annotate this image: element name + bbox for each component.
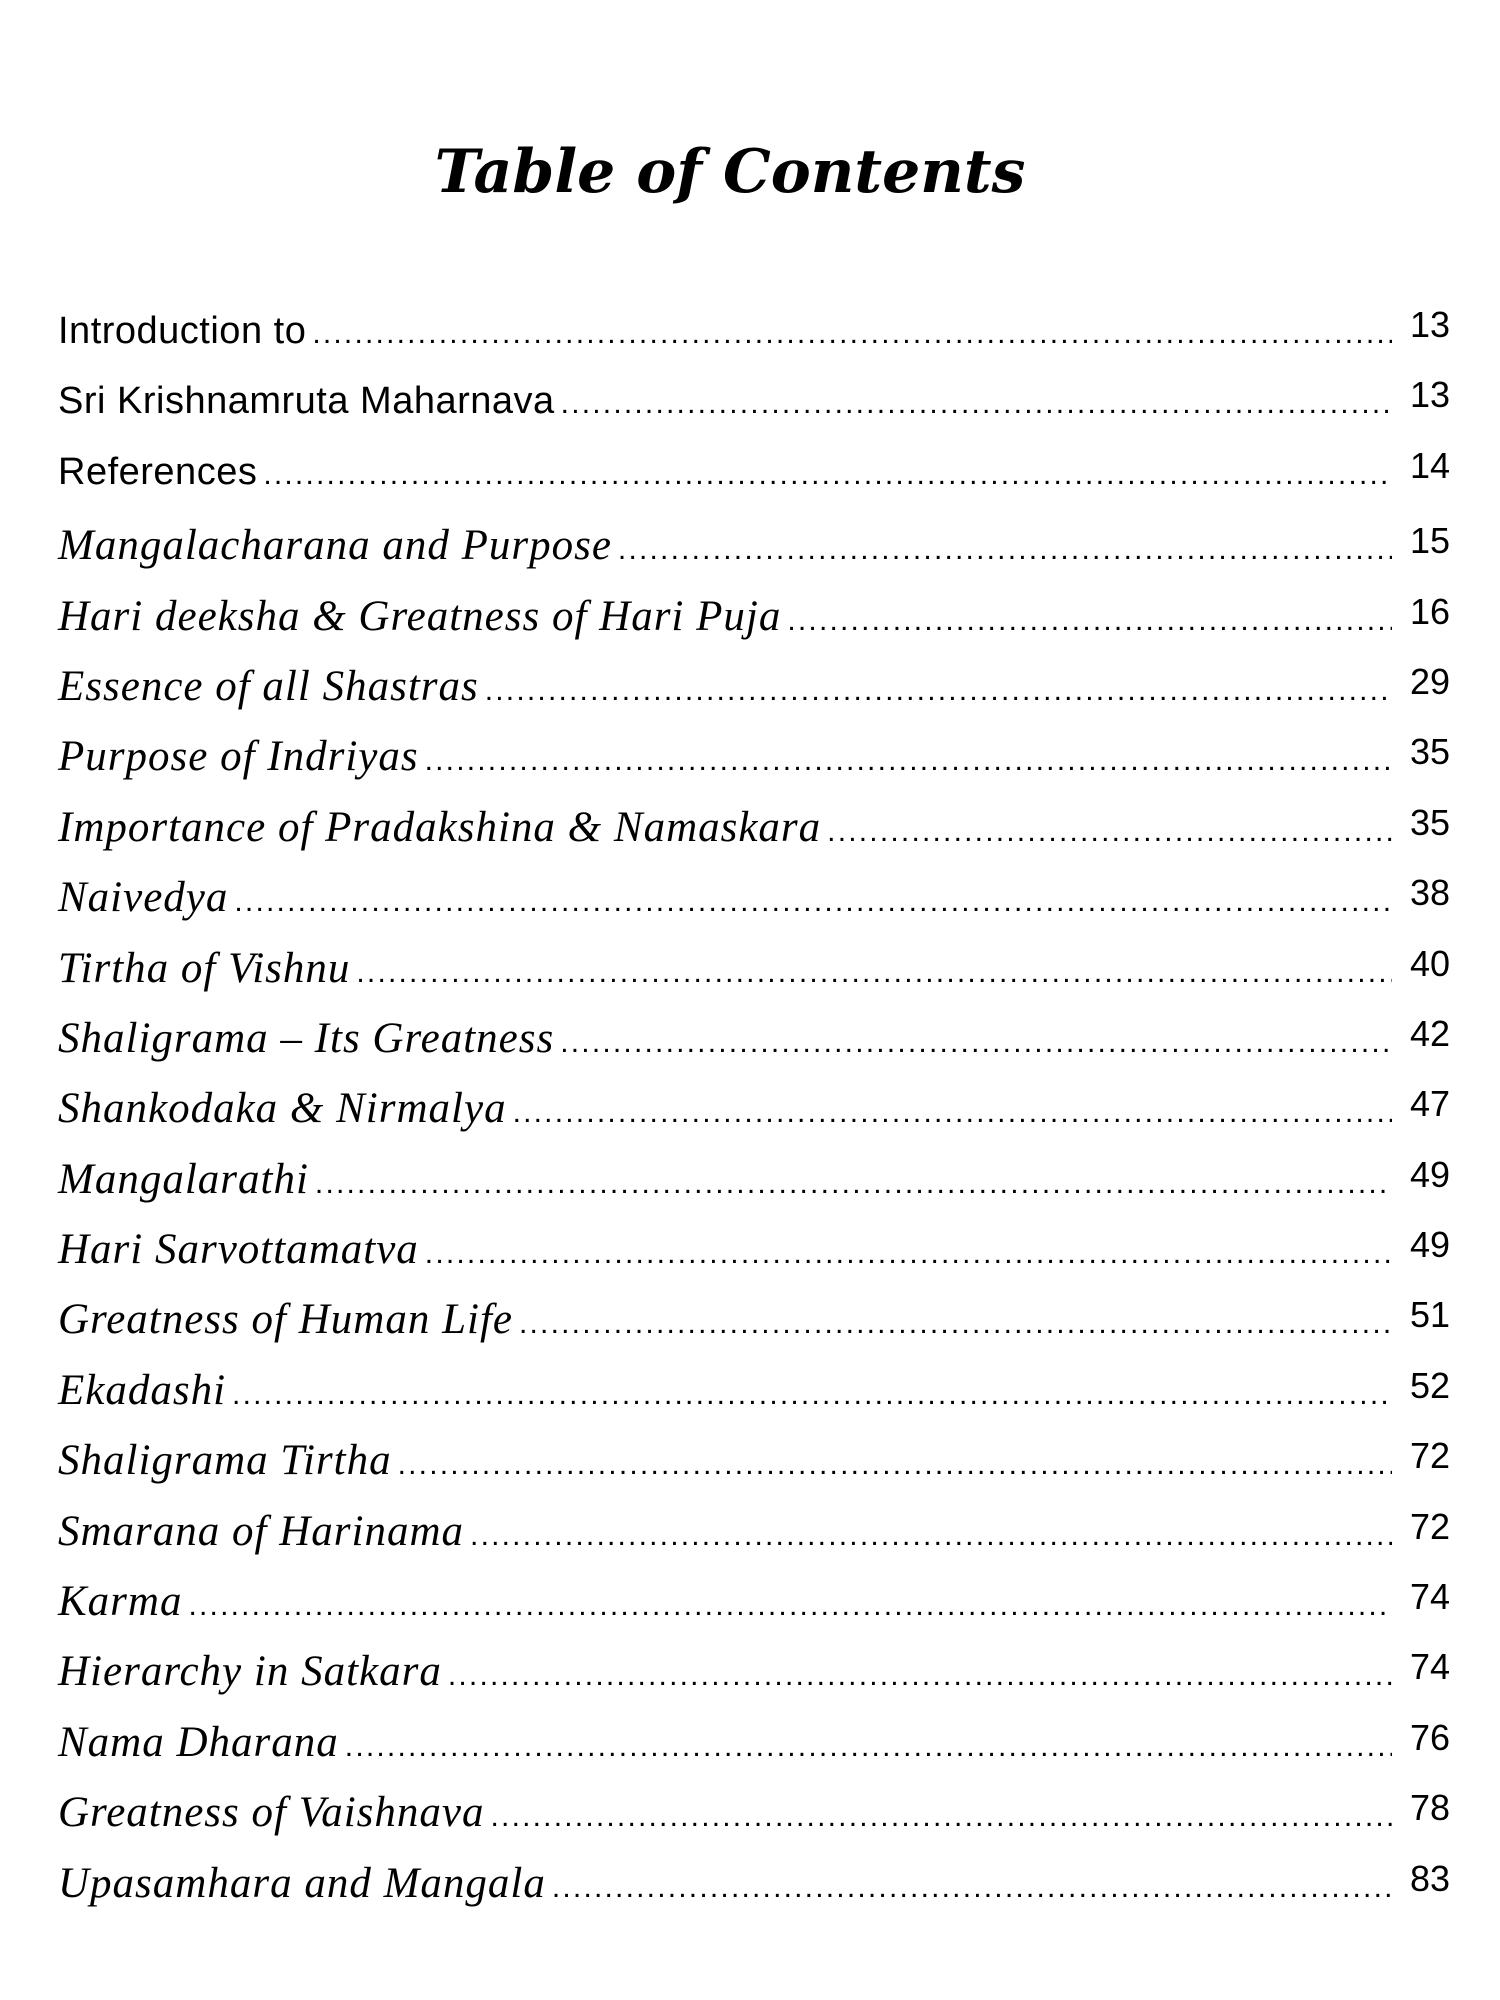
toc-entry-title: Essence of all Shastras — [58, 662, 479, 710]
toc-entry-page: 35 — [1409, 801, 1450, 843]
toc-entry[interactable] — [58, 1366, 1450, 1436]
dot-leader — [519, 1309, 1392, 1339]
toc-entry-title: References — [58, 450, 258, 493]
dot-leader — [491, 1802, 1393, 1832]
toc-entry-title: Ekadashi — [58, 1366, 227, 1414]
toc-entry[interactable] — [58, 1577, 1450, 1647]
toc-entry-page: 47 — [1409, 1083, 1450, 1125]
toc-entry[interactable] — [58, 732, 1450, 802]
dot-leader — [552, 1873, 1392, 1903]
toc-entry[interactable] — [58, 444, 1450, 521]
toc-entry-title: Mangalacharana and Purpose — [58, 522, 612, 570]
toc-entry-page: 83 — [1409, 1857, 1450, 1899]
toc-entry-page: 72 — [1409, 1505, 1450, 1547]
toc-entry[interactable] — [58, 592, 1450, 662]
toc-entry[interactable] — [58, 1225, 1450, 1295]
toc-entry[interactable] — [58, 374, 1450, 450]
toc-entry[interactable] — [58, 1155, 1450, 1225]
dot-leader — [263, 460, 1392, 490]
dot-leader — [787, 606, 1392, 636]
toc-entry[interactable] — [58, 1436, 1450, 1506]
toc-entry-title: Shaligrama – Its Greatness — [58, 1014, 555, 1062]
toc-entry-title: Introduction to — [58, 310, 307, 352]
toc-entry-page: 35 — [1409, 731, 1450, 773]
toc-entry[interactable] — [58, 1788, 1450, 1858]
toc-entry-title: Hierarchy in Satkara — [58, 1648, 442, 1696]
toc-entry-title: Greatness of Vaishnava — [58, 1789, 485, 1837]
toc-entry-title: Shaligrama Tirtha — [58, 1437, 392, 1485]
dot-leader — [561, 389, 1392, 419]
dot-leader — [425, 746, 1392, 776]
toc-entry-title: Hari Sarvottamatva — [58, 1226, 419, 1274]
toc-entry-page: 49 — [1409, 1224, 1450, 1266]
toc-entry[interactable] — [58, 1859, 1450, 1929]
toc-entry-title: Mangalarathi — [58, 1155, 309, 1203]
dot-leader — [425, 1239, 1392, 1269]
toc-entry[interactable] — [58, 1014, 1450, 1084]
toc-entry[interactable] — [58, 873, 1450, 943]
toc-entry[interactable] — [58, 662, 1450, 732]
toc-entry[interactable] — [58, 1295, 1450, 1365]
dot-leader — [618, 535, 1392, 565]
toc-entry-title: Importance of Pradakshina & Namaskara — [58, 803, 822, 851]
dot-leader — [356, 958, 1392, 988]
toc-entry[interactable] — [58, 304, 1450, 380]
toc-entry[interactable] — [58, 803, 1450, 873]
toc-entry[interactable] — [58, 944, 1450, 1014]
toc-entry-page: 42 — [1409, 1012, 1450, 1054]
toc-entry-page: 49 — [1409, 1153, 1450, 1195]
toc-entry-title: Greatness of Human Life — [58, 1296, 513, 1344]
toc-entry-page: 72 — [1409, 1435, 1450, 1477]
toc-entry-page: 38 — [1409, 872, 1450, 914]
dot-leader — [485, 676, 1392, 706]
toc-entry-title: Naivedya — [58, 874, 229, 922]
toc-entry-page: 13 — [1409, 304, 1450, 345]
toc-entry-title: Nama Dharana — [58, 1718, 339, 1766]
dot-leader — [513, 1098, 1392, 1128]
toc-entry-title: Smarana of Harinama — [58, 1507, 465, 1555]
toc-entry-page: 74 — [1409, 1576, 1450, 1618]
toc-entry[interactable] — [58, 1647, 1450, 1717]
dot-leader — [470, 1521, 1392, 1551]
dot-leader — [448, 1661, 1392, 1691]
table-of-contents — [58, 304, 1450, 1929]
dot-leader — [345, 1732, 1392, 1762]
toc-entry-page: 14 — [1409, 444, 1450, 486]
toc-entry-page: 74 — [1409, 1646, 1450, 1688]
dot-leader — [398, 1450, 1392, 1480]
toc-entry[interactable] — [58, 1084, 1450, 1154]
toc-entry-page: 78 — [1409, 1787, 1450, 1829]
toc-entry-page: 16 — [1409, 590, 1450, 632]
toc-entry-page: 40 — [1409, 942, 1450, 984]
toc-entry-page: 15 — [1409, 520, 1450, 562]
toc-entry-page: 13 — [1409, 374, 1450, 416]
toc-entry[interactable] — [58, 1507, 1450, 1577]
page-title: Table of Contents — [434, 137, 1026, 207]
toc-entry[interactable] — [58, 521, 1450, 591]
toc-entry-page: 76 — [1409, 1716, 1450, 1758]
dot-leader — [312, 319, 1392, 349]
toc-entry-title: Sri Krishnamruta Maharnava — [58, 380, 555, 423]
toc-entry-title: Tirtha of Vishnu — [58, 944, 351, 992]
dot-leader — [232, 1380, 1392, 1410]
toc-entry-page: 51 — [1409, 1294, 1450, 1336]
toc-entry-title: Hari deeksha & Greatness of Hari Puja — [58, 592, 782, 640]
toc-entry-page: 52 — [1409, 1364, 1450, 1406]
toc-entry-title: Karma — [58, 1578, 183, 1626]
dot-leader — [560, 1028, 1392, 1058]
toc-entry[interactable] — [58, 1718, 1450, 1788]
toc-entry-title: Purpose of Indriyas — [58, 733, 419, 781]
dot-leader — [827, 817, 1392, 847]
toc-entry-page: 29 — [1409, 660, 1450, 702]
toc-entry-title: Shankodaka & Nirmalya — [58, 1085, 507, 1133]
dot-leader — [188, 1591, 1392, 1621]
toc-entry-title: Upasamhara and Mangala — [58, 1859, 546, 1907]
dot-leader — [315, 1169, 1392, 1199]
dot-leader — [234, 887, 1392, 917]
